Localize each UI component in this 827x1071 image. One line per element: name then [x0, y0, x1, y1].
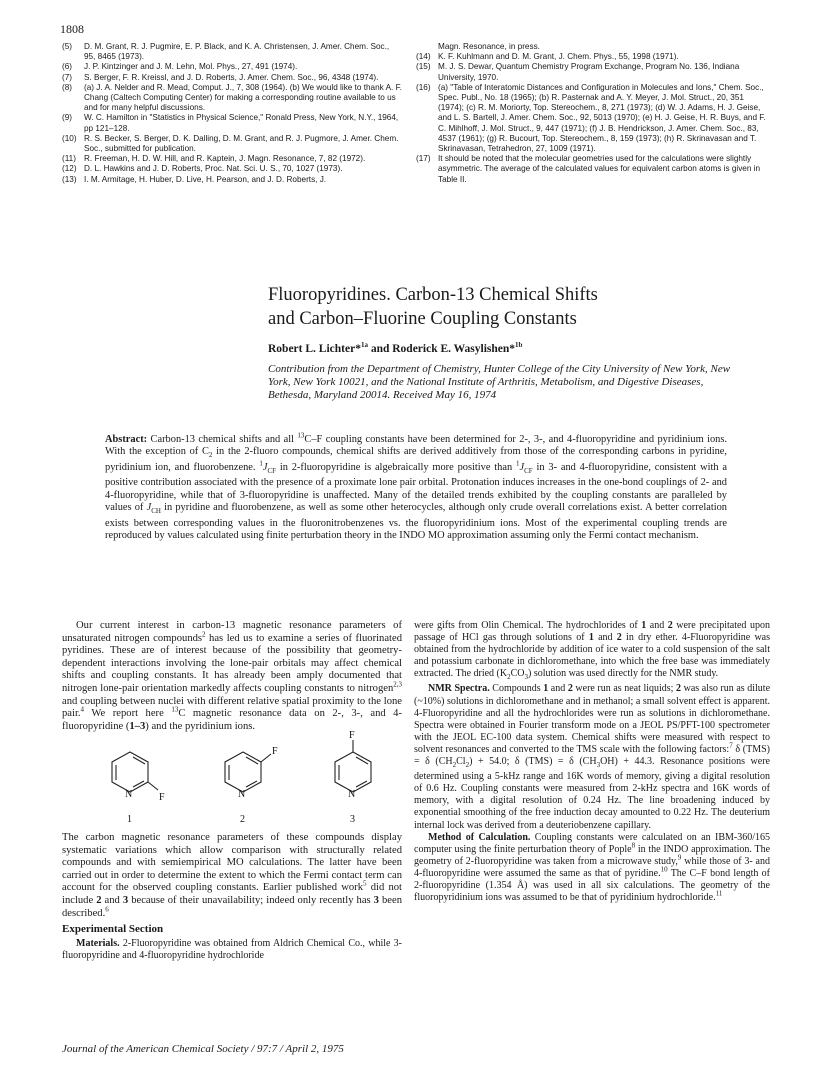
atom-n-1: N	[125, 789, 133, 800]
left-column-cont	[62, 832, 402, 962]
label-2: 2	[240, 814, 245, 825]
label-3: 3	[350, 814, 355, 825]
ring-3	[335, 752, 371, 792]
materials-continued: were gifts from Olin Chemical. The hydrochlorides of 1 and 2 were precipitated upon passage of HCl gas through solutions of 1 and 2 in dry ether. 4-Fluoropyridine was obtained from the hydrochloride by addition of ice water to a cold suspension of the salt and potassium carbonate in dichloromethane, into which the free base was immediately extracted. The dried $(K_2CO_3)$ solution was used directly for the NMR study.	[414, 620, 770, 682]
title-line-1: Fluoropyridines. Carbon-13 Chemical Shifts	[268, 285, 598, 305]
reference-number: (13)	[62, 174, 77, 184]
right-column	[414, 620, 770, 904]
reference-number: (16)	[416, 82, 431, 92]
affiliation: Contribution from the Department of Chemistry, Hunter College of the City University of New York, New York, New York 10021, and the National Institute of Arthritis, Metabolism, and Digestive Diseases, Bethesda, Maryland 20014. Received May 16, 1974	[268, 363, 731, 402]
reference-item	[416, 42, 768, 52]
reference-item	[416, 154, 768, 185]
method-paragraph: Method of Calculation. Coupling constants were calculated on an IBM-360/165 computer using the finite perturbation theory of Pople$^8$ in the INDO approximation. The geometry of 2-fluoropyridine was taken from a microwave study,$^9$ while those of 3- and 4-fluoropyridine were assumed the same as that of pyridine.$^{10}$ The C–F bond length of 2-fluoropyridine (1.354 Å) was used in all six calculations. The geometry of the fluoropyridinium ions was assumed to be that of pyridinium hydrochloride.$^{11}$	[414, 831, 771, 904]
reference-item	[62, 134, 402, 154]
label-1: 1	[127, 814, 132, 825]
fluoropyridine-structures	[95, 730, 405, 830]
reference-number: (6)	[62, 62, 73, 72]
reference-text: (a) "Table of Interatomic Distances and Configuration in Molecules and Ions," Chem. Soc., Spec. Publ., No. 18 (1965); (b) R. Pasternak and A. Y. Meyer, J. Mol. Struct., 20, 351 (1974); (c) R. M. Moriorty, Top. Stereochem., 8, 271 (1973); (d) W. J. Adams, H. J. Geise, and L. S. Bartell, J. Amer. Chem. Soc., 92, 5013 (1970); (e) H. J. Geise, H. R. Buys, and F. C. Mihlhoff, J. Mol. Struct., 9, 447 (1971); (f) J. B. Hendrickson, J. Amer. Chem. Soc., 83, 4537 (1961); (g) R. Bucourt, Top. Stereochem., 8, 159 (1973); (h) R. Skrinavasan and T. Skrinavasan, Tetrahedron, 27, 1009 (1971).	[438, 82, 766, 154]
page-number: 1808	[60, 22, 84, 36]
intro-paragraph: Our current interest in carbon-13 magnetic resonance parameters of unsaturated nitrogen compounds$^2$ has led us to examine a series of fluorinated pyridines. These are of interest because of the possibility that geometry-dependent interactions involving the lone-pair orbitals may affect chemical shifts and coupling constants. It has already been amply documented that nitrogen lone-pair orientation markedly affects coupling constants to nitrogen$^{2,3}$ and coupling between nuclei with different relative spatial proximity to the lone pair.$^4$ We report here $^{13}$C magnetic resonance data on 2-, 3-, and 4-fluoropyridine (1–3) and the pyridinium ions.	[62, 620, 403, 732]
authors: Robert L. Lichter*$^{1a}$ and Roderick E. Wasylishen*$^{1b}$	[268, 341, 523, 355]
experimental-heading: Experimental Section	[62, 923, 164, 936]
reference-number: (7)	[62, 72, 73, 82]
atom-f-2: F	[272, 746, 278, 757]
abstract	[105, 431, 727, 542]
reference-text: S. Berger, F. R. Kreissl, and J. D. Roberts, J. Amer. Chem. Soc., 96, 4348 (1974).	[84, 72, 379, 82]
reference-text: It should be noted that the molecular geometries used for the calculations were slightly asymmetric. The average of the calculated values for equivalent carbon atoms is given in Table II.	[438, 154, 761, 184]
reference-text: R. Freeman, H. D. W. Hill, and R. Kaptein, J. Magn. Resonance, 7, 82 (1972).	[84, 154, 366, 164]
reference-item	[62, 164, 402, 174]
materials-text: 2-Fluoropyridine was obtained from Aldrich Chemical Co., while 3-fluoropyridine and 4-fluoropyridine hydrochloride	[62, 937, 403, 961]
references-right	[416, 42, 768, 185]
title-line-2: and Carbon–Fluorine Coupling Constants	[268, 309, 577, 329]
reference-number: (9)	[62, 113, 73, 123]
atom-n-3: N	[348, 789, 356, 800]
reference-item	[62, 83, 402, 114]
abstract-label: Abstract:	[105, 434, 148, 445]
ring-1	[112, 752, 148, 792]
article-title	[268, 283, 598, 331]
reference-number: (12)	[62, 164, 77, 174]
reference-item	[416, 62, 768, 82]
reference-number: (11)	[62, 154, 76, 164]
reference-item	[416, 52, 768, 62]
reference-number: (5)	[62, 42, 73, 51]
reference-number: (17)	[416, 154, 431, 164]
reference-text: K. F. Kuhlmann and D. M. Grant, J. Chem. Phys., 55, 1998 (1971).	[438, 52, 679, 62]
carbon-parameters-paragraph: The carbon magnetic resonance parameters of these compounds display systematic variations which allow comparison with structurally related compounds and with semiempirical MO calculations. The latter have been carried out in order to determine the extent to which the Fermi contact term can account for the observed coupling constants. Earlier published work$^5$ did not include 2 and 3 because of their unavailability; indeed only recently has 3 been described.$^6$	[62, 832, 402, 919]
left-column	[62, 620, 402, 733]
reference-text: R. S. Becker, S. Berger, D. K. Dalling, D. M. Grant, and R. J. Pugmore, J. Amer. Chem. Soc., submitted for publication.	[84, 133, 399, 154]
reference-text: I. M. Armitage, H. Huber, D. Live, H. Pearson, and J. D. Roberts, J.	[84, 174, 327, 184]
materials-paragraph	[62, 938, 402, 962]
reference-number: (15)	[416, 62, 431, 72]
materials-label: Materials.	[76, 937, 120, 949]
journal-footer: Journal of the American Chemical Society / 97:7 / April 2, 1975	[62, 1043, 344, 1055]
atom-f-3: F	[349, 730, 355, 741]
reference-text: Magn. Resonance, in press.	[438, 42, 540, 51]
reference-text: W. C. Hamilton in "Statistics in Physical Science," Ronald Press, New York, N.Y., 1964, pp 121–128.	[84, 113, 399, 133]
reference-number: (8)	[62, 82, 73, 92]
atom-n-2: N	[238, 789, 246, 800]
reference-text: D. L. Hawkins and J. D. Roberts, Proc. Nat. Sci. U. S., 70, 1027 (1973).	[84, 164, 343, 174]
method-label: Method of Calculation.	[428, 831, 531, 843]
reference-text: D. M. Grant, R. J. Pugmire, E. P. Black, and K. A. Christensen, J. Amer. Chem. Soc., 95, 8465 (1973).	[84, 42, 390, 62]
references-left	[62, 42, 402, 185]
reference-item	[62, 113, 402, 133]
reference-text: M. J. S. Dewar, Quantum Chemistry Program Exchange, Program No. 136, Indiana University, 1970.	[438, 62, 740, 82]
reference-text: J. P. Kintzinger and J. M. Lehn, Mol. Phys., 27, 491 (1974).	[84, 62, 298, 72]
abstract-text: Carbon-13 chemical shifts and all $^{13}$C–F coupling constants have been determined for 2-, 3-, and 4-fluoropyridine and pyridinium ions. With the exception of $C_2$ in the 2-fluoro compounds, chemical shifts are derived additively from those of the corresponding carbons in pyridine, pyridinium ion, and fluorobenzene. $^1J_{CF}$ in 2-fluoropyridine is algebraically more positive than $^1J_{CF}$ in 3- and 4-fluoropyridine, consistent with a positive contribution associated with the presence of a proximate lone pair orbital. Protonation induces increases in the one-bond couplings of 2- and 4-fluoropyridine, while that of 3-fluoropyridine is unaffected. Many of the detailed trends exhibited by the coupling constants are paralleled by values of $J_{CH}$ in pyridine and fluorobenzene, as well as some other heterocycles, although only crude overall correlations exist. A better correlation exists between corresponding values in the fluoronitrobenzenes vs. the fluoropyridinium ions. Most of the experimental coupling trends are reproduced by values calculated using finite perturbation theory in the INDO MO approximation assuming only the Fermi contact mechanism.	[105, 431, 727, 542]
reference-item	[62, 73, 402, 83]
reference-number: (10)	[62, 133, 77, 143]
reference-item	[62, 42, 402, 62]
reference-item	[62, 62, 402, 72]
reference-item	[62, 154, 402, 164]
ring-2	[225, 752, 261, 792]
reference-item	[62, 175, 402, 185]
reference-item	[416, 83, 768, 154]
reference-text: (a) J. A. Nelder and R. Mead, Comput. J., 7, 308 (1964). (b) We would like to thank A. F. Chang (Caltech Computing Center) for making a corresponding routine available to us and for many helpful discussions.	[84, 82, 402, 113]
nmr-label: NMR Spectra.	[428, 683, 490, 695]
reference-number: (14)	[416, 52, 431, 62]
nmr-spectra-paragraph: NMR Spectra. Compounds 1 and 2 were run as neat liquids; 2 was also run as dilute (~10%) solutions in dichloromethane and in methanol; a small solvent effect is apparent. 4-Fluoropyridine and all the hydrochlorides were run as solutions in dichloromethane. Spectra were obtained in Fourier transform mode on a JEOL PS/PFT-100 spectrometer with the JEOL EC-100 data system. Chemical shifts were measured with respect to solvent resonances and converted to the TMS scale with the following factors:$^7$ δ (TMS) = δ $(CH_2Cl_2) + 54.0$; δ (TMS) = δ $(CH_3OH) + 44.3$. Resonance positions were determined using a 5-kHz range and 16K words of memory, giving a digital resolution of 0.6 Hz. Coupling constants were measured from 2-kHz spectra and 16K words of memory, with a digital resolution of 0.24 Hz. The line broadening induced by exponential smoothing of the free induction decay amounted to 0.22 Hz. The deuterium internal lock was derived from a deuteriobenzene capillary.	[414, 683, 771, 831]
atom-f-1: F	[159, 792, 165, 803]
